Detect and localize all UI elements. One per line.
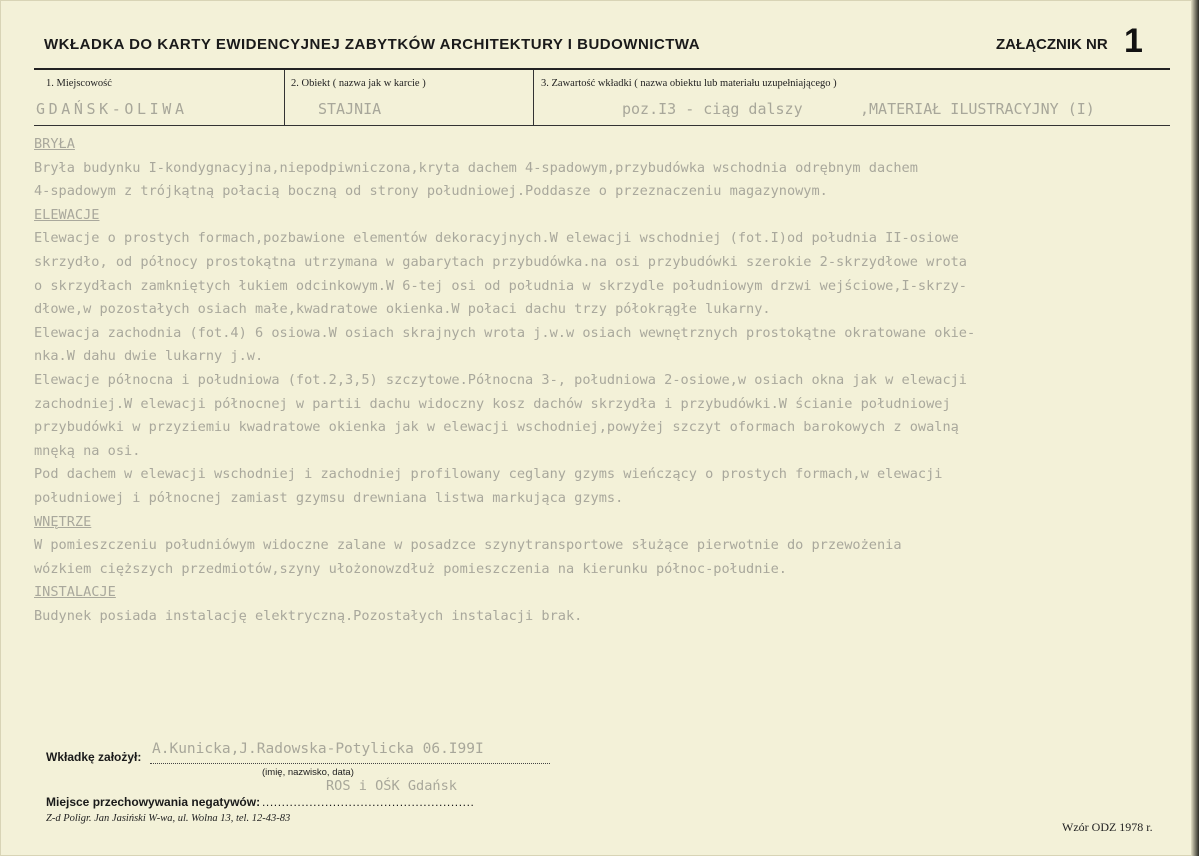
body-line: południowej i północnej zamiast gzymsu drewniana listwa markująca gzyms. bbox=[34, 489, 624, 506]
institution-value: ROS i OŚK Gdańsk bbox=[326, 778, 457, 794]
body-line: skrzydło, od północy prostokątna utrzymana w gabarytach przybudówka.na osi przybudówki szerokie 2-skrzydłowe wrota bbox=[34, 253, 967, 270]
negatives-line: ...................................................... bbox=[262, 795, 475, 809]
signature-value: A.Kunicka,J.Radowska-Potylicka 06.I99I bbox=[152, 741, 484, 757]
object-label: 2. Obiekt ( nazwa jak w karcie ) bbox=[291, 78, 426, 89]
object-value: STAJNIA bbox=[318, 100, 382, 118]
negatives-label: Miejsce przechowywania negatywów: bbox=[46, 795, 261, 809]
section-heading: WNĘTRZE bbox=[34, 513, 92, 530]
section-heading: ELEWACJE bbox=[34, 206, 100, 223]
section-heading: BRYŁA bbox=[34, 136, 75, 152]
attachment-number: 1 bbox=[1124, 22, 1143, 60]
place-label: 1. Miejscowość bbox=[46, 78, 112, 89]
content-label: 3. Zawartość wkładki ( nazwa obiektu lub materiału uzupełniającego ) bbox=[541, 78, 837, 89]
signature-caption: (imię, nazwisko, data) bbox=[262, 767, 354, 778]
signature-line bbox=[150, 763, 550, 764]
field-divider bbox=[284, 70, 285, 126]
attachment-label: ZAŁĄCZNIK NR bbox=[996, 36, 1108, 53]
body-line: mnęką na osi. bbox=[34, 442, 141, 459]
body-line: Elewacje o prostych formach,pozbawione elementów dekoracyjnych.W elewacji wschodniej (fot.I)od południa II-osiowe bbox=[34, 230, 959, 247]
body-line: o skrzydłach zamkniętych łukiem odcinkowym.W 6-tej osi od południa w skrzydle południowym drzwi wejściowe,I-skrzy- bbox=[34, 277, 967, 294]
body-line: nka.W dahu dwie lukarny j.w. bbox=[34, 348, 264, 365]
body-line: Elewacje północna i południowa (fot.2,3,5) szczytowe.Północna 3-, południowa 2-osiowe,w osiach okna jak w elewacji bbox=[34, 371, 967, 388]
place-value: GDAŃSK-OLIWA bbox=[36, 100, 188, 118]
body-line: W pomieszczeniu południówym widoczne zalane w posadzce szynytransportowe służące pierwotnie do przewożenia bbox=[34, 537, 902, 554]
printer-imprint: Z-d Poligr. Jan Jasiński W-wa, ul. Wolna 13, tel. 12-43-83 bbox=[46, 813, 291, 824]
signature-label: Wkładkę założył: bbox=[46, 750, 142, 764]
content-position-value: poz.I3 - ciąg dalszy bbox=[622, 100, 803, 118]
body-line: Pod dachem w elewacji wschodniej i zachodniej profilowany ceglany gzyms wieńczący o prostych formach,w elewacji bbox=[34, 466, 943, 483]
body-line: dłowe,w pozostałych osiach małe,kwadratowe okienka.W połaci dachu trzy półokrągłe lukarny. bbox=[34, 301, 771, 318]
section-heading: INSTALACJE bbox=[34, 584, 116, 601]
description-body bbox=[34, 133, 1194, 628]
body-line: zachodniej.W elewacji północnej w partii dachu widoczny kosz dachów skrzydła i przybudówki.W ścianie południowej bbox=[34, 395, 951, 412]
body-line: przybudówki w przyziemiu kwadratowe okienka jak w elewacji wschodniej,powyżej szczyt oformach barokowych z owalną bbox=[34, 419, 959, 436]
body-line: Budynek posiada instalację elektryczną.Pozostałych instalacji brak. bbox=[34, 607, 583, 624]
body-line: wózkiem cięższych przedmiotów,szyny ułożonowzdłuż pomieszczenia na kierunku północ-południe. bbox=[34, 560, 787, 577]
sheet-title: WKŁADKA DO KARTY EWIDENCYJNEJ ZABYTKÓW ARCHITEKTURY I BUDOWNICTWA bbox=[44, 36, 701, 53]
field-divider bbox=[533, 70, 534, 126]
body-line: Elewacja zachodnia (fot.4) 6 osiowa.W osiach skrajnych wrota j.w.w osiach wewnętrznych prostokątne okratowane okie- bbox=[34, 324, 976, 341]
body-line: 4-spadowym z trójkątną połacią boczną od strony południowej.Poddasze o przeznaczeniu magazynowym. bbox=[34, 183, 828, 200]
form-number: Wzór ODZ 1978 r. bbox=[1062, 820, 1153, 834]
body-line: Bryła budynku I-kondygnacyjna,niepodpiwniczona,kryta dachem 4-spadowym,przybudówka wschodnia odrębnym dachem bbox=[34, 159, 918, 176]
top-rule bbox=[34, 68, 1170, 70]
fields-rule bbox=[34, 125, 1170, 126]
content-material-value: ,MATERIAŁ ILUSTRACYJNY (I) bbox=[860, 100, 1095, 118]
